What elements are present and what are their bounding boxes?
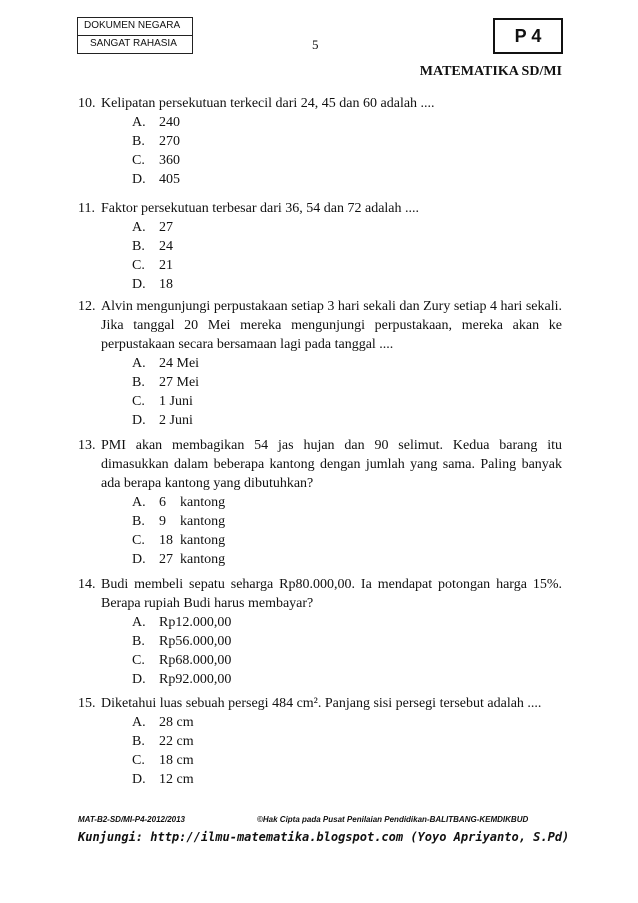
question-number: 10. (78, 96, 96, 111)
option-letter: C. (132, 753, 145, 768)
option-b (132, 512, 562, 531)
option-d (132, 411, 562, 430)
question-stem: Diketahui luas sebuah persegi 484 cm². Panjang sisi persegi tersebut adalah .... (101, 696, 542, 711)
question-stem: Budi membeli sepatu seharga Rp80.000,00. Ia mendapat potongan harga 15%. Berapa rupiah Budi harus membayar? (101, 577, 562, 611)
option-c (132, 531, 562, 550)
option-text: 9 kantong (159, 514, 226, 529)
question-stem: Alvin mengunjungi perpustakaan setiap 3 hari sekali dan Zury setiap 4 hari sekali. Jika tanggal 20 Mei mereka mengunjungi perpustakaan, mereka akan ke perpustakaan secara bersamaan lagi pada tanggal .... (101, 299, 562, 352)
option-letter: D. (132, 772, 146, 787)
option-c (132, 751, 562, 770)
option-text: 6 kantong (159, 495, 226, 510)
answer-options (132, 493, 562, 569)
question-12 (78, 297, 562, 430)
option-letter: C. (132, 533, 145, 548)
option-text: 28 cm (159, 715, 194, 730)
option-text: 2 Juni (159, 413, 193, 428)
option-letter: D. (132, 172, 146, 187)
option-text: 27 (159, 220, 173, 235)
question-number: 15. (78, 696, 96, 711)
question-stem: Faktor persekutuan terbesar dari 36, 54 dan 72 adalah .... (101, 201, 420, 216)
option-text: 360 (159, 153, 180, 168)
question-11 (78, 199, 562, 294)
option-letter: B. (132, 375, 145, 390)
answer-options (132, 713, 562, 789)
option-letter: B. (132, 239, 145, 254)
question-number: 12. (78, 299, 96, 314)
question-number: 14. (78, 577, 96, 592)
option-letter: A. (132, 615, 146, 630)
option-a (132, 354, 562, 373)
option-c (132, 392, 562, 411)
page-number: 5 (312, 37, 319, 52)
option-text: 240 (159, 115, 180, 130)
option-text: 18 kantong (159, 533, 226, 548)
answer-options (132, 218, 562, 294)
option-a (132, 613, 562, 632)
option-b (132, 132, 562, 151)
paket-code-box: P 4 (493, 18, 563, 54)
option-letter: D. (132, 277, 146, 292)
option-c (132, 151, 562, 170)
option-text: Rp12.000,00 (159, 615, 232, 630)
secrecy-label: SANGAT RAHASIA (77, 35, 193, 54)
option-text: 12 cm (159, 772, 194, 787)
option-d (132, 275, 562, 294)
question-15 (78, 694, 562, 789)
subject-title: MATEMATIKA SD/MI (419, 64, 562, 79)
question-10 (78, 94, 562, 189)
answer-options (132, 613, 562, 689)
answer-options (132, 354, 562, 430)
option-letter: D. (132, 413, 146, 428)
option-a (132, 713, 562, 732)
option-letter: D. (132, 672, 146, 687)
option-letter: C. (132, 153, 145, 168)
option-letter: C. (132, 653, 145, 668)
option-letter: A. (132, 356, 146, 371)
option-text: 21 (159, 258, 173, 273)
option-d (132, 550, 562, 569)
option-letter: A. (132, 715, 146, 730)
question-14 (78, 575, 562, 689)
visit-link-footer: Kunjungi: http://ilmu-matematika.blogspot.com (Yoyo Apriyanto, S.Pd) (78, 830, 570, 844)
answer-options (132, 113, 562, 189)
option-letter: A. (132, 495, 146, 510)
question-stem: PMI akan membagikan 54 jas hujan dan 90 selimut. Kedua barang itu dimasukkan dalam beberapa kantong dengan jumlah yang sama. Paling banyak ada berapa kantong yang dibutuhkan? (101, 438, 562, 491)
option-a (132, 113, 562, 132)
option-b (132, 632, 562, 651)
option-text: 18 (159, 277, 173, 292)
option-letter: B. (132, 134, 145, 149)
option-a (132, 218, 562, 237)
option-c (132, 651, 562, 670)
option-text: 22 cm (159, 734, 194, 749)
option-text: 270 (159, 134, 180, 149)
exam-code-footer: MAT-B2-SD/MI-P4-2012/2013 (78, 815, 185, 824)
option-text: 18 cm (159, 753, 194, 768)
question-13 (78, 436, 562, 569)
option-letter: C. (132, 394, 145, 409)
option-text: 27 kantong (159, 552, 226, 567)
option-letter: A. (132, 220, 146, 235)
option-letter: B. (132, 514, 145, 529)
option-b (132, 237, 562, 256)
option-text: 27 Mei (159, 375, 200, 390)
option-text: Rp92.000,00 (159, 672, 232, 687)
option-text: 24 Mei (159, 356, 200, 371)
option-text: Rp56.000,00 (159, 634, 232, 649)
document-class-label: DOKUMEN NEGARA (77, 17, 193, 35)
option-d (132, 670, 562, 689)
option-b (132, 373, 562, 392)
option-d (132, 770, 562, 789)
option-d (132, 170, 562, 189)
option-letter: C. (132, 258, 145, 273)
option-a (132, 493, 562, 512)
option-text: 24 (159, 239, 173, 254)
option-letter: D. (132, 552, 146, 567)
question-stem: Kelipatan persekutuan terkecil dari 24, 45 dan 60 adalah .... (101, 96, 435, 111)
option-c (132, 256, 562, 275)
option-letter: B. (132, 734, 145, 749)
option-text: Rp68.000,00 (159, 653, 232, 668)
option-text: 1 Juni (159, 394, 193, 409)
option-b (132, 732, 562, 751)
option-letter: A. (132, 115, 146, 130)
question-number: 13. (78, 438, 96, 453)
copyright-footer: ©Hak Cipta pada Pusat Penilaian Pendidikan-BALITBANG-KEMDIKBUD (257, 815, 529, 824)
option-text: 405 (159, 172, 180, 187)
option-letter: B. (132, 634, 145, 649)
question-number: 11. (78, 201, 95, 216)
